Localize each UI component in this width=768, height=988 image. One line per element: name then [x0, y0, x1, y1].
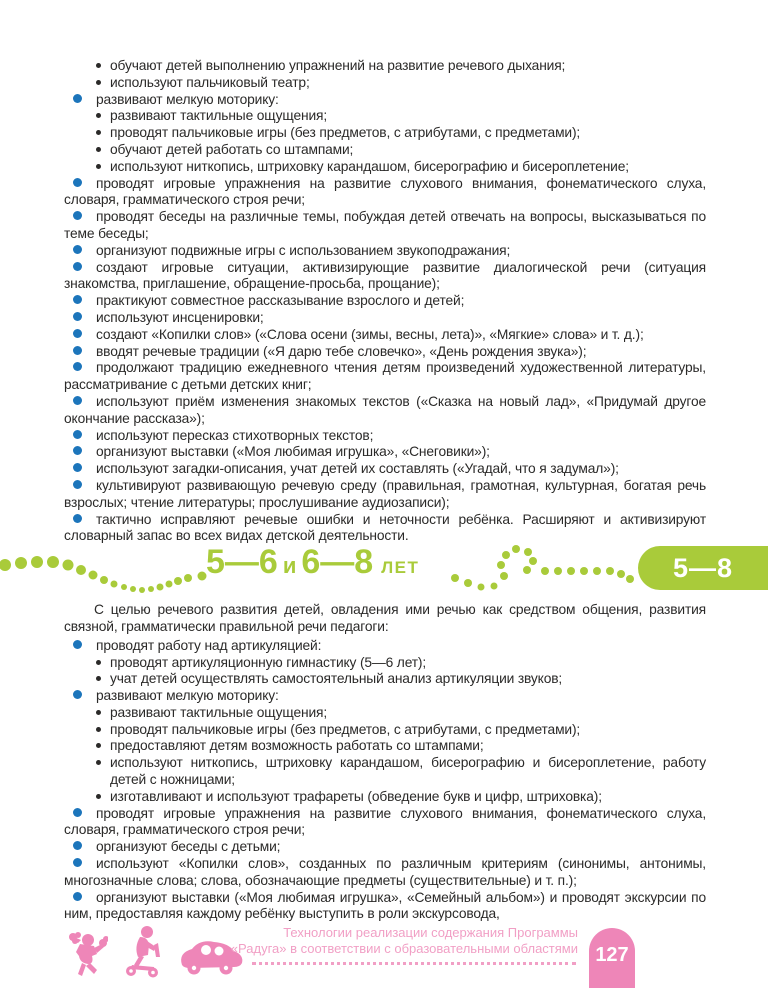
- age-section-divider: [0, 543, 768, 599]
- list-item-text: используют пересказ стихотворных текстов;: [96, 427, 374, 443]
- bullet-black-icon: [96, 80, 101, 85]
- list-item: [64, 75, 706, 92]
- list-item: [64, 310, 706, 327]
- page-content: [64, 58, 734, 923]
- bullet-blue-icon: [73, 245, 82, 254]
- footer-caption: [231, 925, 578, 956]
- list-item-text: используют пальчиковый театр;: [110, 74, 310, 90]
- list-item-text: проводят артикуляционную гимнастику (5—6 лет);: [110, 654, 427, 670]
- list-item-text: проводят игровые упражнения на развитие слухового внимания, фонематического слуха, словаря, грамматического строя речи;: [64, 805, 706, 838]
- intro-paragraph: С целью речевого развития детей, овладения ими речью как средством общения, развития связной, грамматически правильной речи педагоги:: [64, 602, 706, 634]
- bullet-black-icon: [96, 676, 101, 681]
- bullet-blue-icon: [73, 329, 82, 338]
- list-item: [64, 461, 706, 478]
- list-item-text: проводят игровые упражнения на развитие слухового внимания, фонематического слуха, словаря, грамматического строя речи;: [64, 175, 706, 208]
- bullet-blue-icon: [73, 346, 82, 355]
- bullet-black-icon: [96, 63, 101, 68]
- bullet-black-icon: [96, 130, 101, 135]
- list-item-text: проводят пальчиковые игры (без предметов, с атрибутами, с предметами);: [110, 721, 581, 737]
- list-item-text: развивают тактильные ощущения;: [110, 704, 328, 720]
- bullet-blue-icon: [73, 312, 82, 321]
- list-item-text: развивают тактильные ощущения;: [110, 108, 328, 124]
- list-item: [64, 671, 706, 688]
- heading-unit: ЛЕТ: [381, 558, 420, 578]
- list-item: [64, 159, 706, 176]
- list-item: [64, 108, 706, 125]
- bullet-black-icon: [96, 147, 101, 152]
- list-item-text: используют приём изменения знакомых текстов («Сказка на новый лад», «Придумай другое окончание рассказа»);: [64, 393, 706, 426]
- list-item: [64, 705, 706, 722]
- age-range-first: 5—6: [206, 543, 278, 582]
- dancing-child-icon: [64, 930, 108, 978]
- list-item-text: тактично исправляют речевые ошибки и неточности ребёнка. Расширяют и активизируют словарный запас во всех видах детской деятельности.: [64, 511, 706, 544]
- list-item-text: используют инсценировки;: [96, 309, 264, 325]
- bullet-blue-icon: [73, 690, 82, 699]
- list-item: [64, 755, 706, 789]
- bullet-blue-icon: [73, 514, 82, 523]
- bullet-blue-icon: [73, 295, 82, 304]
- bullet-black-icon: [96, 743, 101, 748]
- child-on-scooter-icon: [120, 925, 164, 978]
- list-item-text: учат детей осуществлять самостоятельный анализ артикуляции звуков;: [110, 671, 563, 687]
- list-item-text: используют загадки-описания, учат детей их составлять («Угадай, что я задумал»);: [96, 461, 619, 477]
- list-item-text: обучают детей работать со штампами;: [110, 141, 354, 157]
- list-item-text: предоставляют детям возможность работать со штампами;: [110, 738, 484, 754]
- list-item: [64, 890, 706, 924]
- bullet-blue-icon: [73, 480, 82, 489]
- list-item: [64, 92, 706, 109]
- bullet-blue-icon: [73, 446, 82, 455]
- list-item-text: организуют выставки («Моя любимая игрушка», «Снеговики»);: [96, 444, 490, 460]
- footer-icons: [64, 925, 246, 978]
- bullet-black-icon: [96, 164, 101, 169]
- list-item-text: проводят работу над артикуляцией:: [96, 637, 322, 653]
- list-item-text: культивируют развивающую речевую среду (правильная, грамотная, культурная, богатая речь взрослых; чтение литературы; прослушивание аудиозаписи);: [64, 477, 706, 510]
- list-item-text: создают игровые ситуации, активизирующие развитие диалогической речи (ситуация знакомства, приглашение, обращение-просьба, прощание);: [64, 259, 706, 292]
- bullet-blue-icon: [73, 430, 82, 439]
- bullet-list-top: [64, 58, 706, 545]
- list-item: [64, 58, 706, 75]
- footer-dotted-line: [252, 962, 576, 965]
- bullet-black-icon: [96, 710, 101, 715]
- list-item: [64, 738, 706, 755]
- bullet-blue-icon: [73, 640, 82, 649]
- list-item: [64, 478, 706, 512]
- bullet-blue-icon: [73, 808, 82, 817]
- bullet-blue-icon: [73, 262, 82, 271]
- list-item-text: проводят беседы на различные темы, побуждая детей отвечать на вопросы, высказываться по теме беседы;: [64, 209, 706, 241]
- bullet-blue-icon: [73, 362, 82, 371]
- bullet-blue-icon: [73, 841, 82, 850]
- list-item-text: развивают мелкую моторику:: [96, 91, 279, 107]
- list-item: [64, 688, 706, 705]
- list-item: [64, 360, 706, 394]
- list-item: [64, 806, 706, 840]
- list-item: [64, 394, 706, 428]
- list-item-text: используют «Копилки слов», созданных по различным критериям (синонимы, антонимы, многозначные слова; слова, обозначающие предметы (существительные) и т. п.);: [64, 856, 706, 888]
- list-item: [64, 142, 706, 159]
- list-item-text: организуют подвижные игры с использованием звукоподражания;: [96, 242, 511, 258]
- list-item: [64, 428, 706, 445]
- list-item-text: организуют выставки («Моя любимая игрушка», «Семейный альбом») и проводят экскурсии по ним, предоставляя каждому ребёнку выступить в роли экскурсовода,: [64, 889, 706, 922]
- list-item: [64, 327, 706, 344]
- list-item-text: используют ниткопись, штриховку карандашом, бисерографию и бисероплетение, работу детей с ножницами;: [110, 755, 706, 788]
- list-item-text: проводят пальчиковые игры (без предметов, с атрибутами, с предметами);: [110, 125, 581, 141]
- list-item: [64, 722, 706, 739]
- heading-conjunction: и: [282, 553, 297, 579]
- bullet-blue-icon: [73, 94, 82, 103]
- bullet-black-icon: [96, 727, 101, 732]
- bullet-blue-icon: [73, 463, 82, 472]
- list-item-text: используют ниткопись, штриховку карандашом, бисерографию и бисероплетение;: [110, 158, 629, 174]
- footer-caption-line2: «Радуга» в соответствии с образовательными областями: [230, 940, 578, 956]
- bullet-blue-icon: [73, 396, 82, 405]
- bullet-blue-icon: [73, 892, 82, 901]
- list-item: [64, 839, 706, 856]
- bullet-black-icon: [96, 660, 101, 665]
- bullet-list-bottom: [64, 638, 706, 924]
- list-item-text: вводят речевые традиции («Я дарю тебе словечко», «День рождения звука»);: [96, 343, 587, 359]
- list-item: [64, 344, 706, 361]
- age-range-second: 6—8: [301, 543, 374, 582]
- list-item: [64, 243, 706, 260]
- page-number-tab: 127: [589, 928, 635, 988]
- bullet-blue-icon: [73, 211, 82, 220]
- list-item: [64, 655, 706, 672]
- list-item-text: практикуют совместное рассказывание взрослого и детей;: [96, 293, 465, 309]
- list-item: [64, 260, 706, 294]
- list-item: [64, 444, 706, 461]
- list-item: [64, 789, 706, 806]
- list-item-text: изготавливают и используют трафареты (обведение букв и цифр, штриховка);: [110, 788, 602, 804]
- footer-caption-line1: Технологии реализации содержания Программы: [283, 925, 578, 940]
- bullet-black-icon: [96, 794, 101, 799]
- bullet-black-icon: [96, 113, 101, 118]
- list-item: [64, 176, 706, 210]
- list-item-text: обучают детей выполнению упражнений на развитие речевого дыхания;: [110, 58, 566, 73]
- list-item-text: организуют беседы с детьми;: [96, 839, 281, 855]
- bullet-blue-icon: [73, 858, 82, 867]
- list-item-text: развивают мелкую моторику:: [96, 688, 279, 704]
- age-range-tab: 5—8: [638, 546, 768, 590]
- bullet-black-icon: [96, 760, 101, 765]
- list-item: [64, 209, 706, 243]
- bullet-blue-icon: [73, 178, 82, 187]
- list-item: [64, 293, 706, 310]
- list-item-text: создают «Копилки слов» («Слова осени (зимы, весны, лета)», «Мягкие» слова» и т. д.);: [96, 326, 644, 342]
- list-item: [64, 125, 706, 142]
- list-item-text: продолжают традицию ежедневного чтения детям произведений художественной литературы, рассматривание с детьми детских книг;: [64, 360, 706, 393]
- section-heading: [206, 543, 419, 582]
- list-item: [64, 856, 706, 890]
- list-item: [64, 638, 706, 655]
